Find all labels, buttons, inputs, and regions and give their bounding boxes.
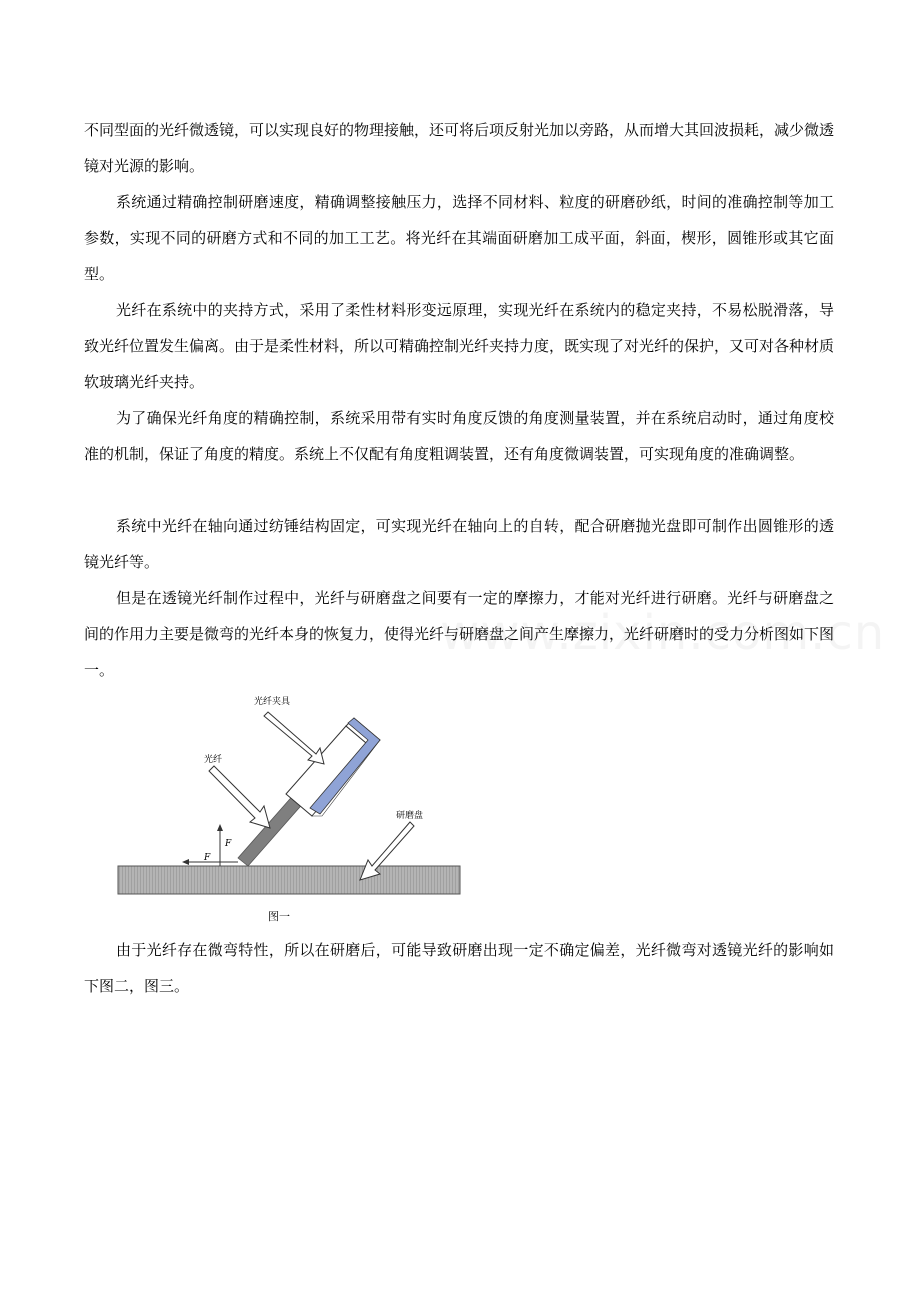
label-fixture: 光纤夹具 [254, 697, 291, 707]
fiber-fixture [286, 718, 380, 816]
force-analysis-figure [110, 690, 470, 930]
paragraph-7: 由于光纤存在微弯特性，所以在研磨后，可能导致研磨出现一定不确定偏差，光纤微弯对透镜光纤的影响如下图二，图三。 [84, 941, 834, 995]
label-force-horizontal: F [204, 853, 211, 863]
fiber-arrow [209, 766, 270, 828]
paragraph-2: 系统通过精确控制研磨速度，精确调整接触压力，选择不同材料、粒度的研磨砂纸，时间的准确控制等加工参数，实现不同的研磨方式和不同的加工工艺。将光纤在其端面研磨加工成平面，斜面，楔形，圆锥形或其它面型。 [84, 193, 834, 283]
paragraph-4: 为了确保光纤角度的精确控制，系统采用带有实时角度反馈的角度测量装置，并在系统启动时，通过角度校准的机制，保证了角度的精度。系统上不仅配有角度粗调装置，还有角度微调装置，可实现角度的准确调整。 [84, 409, 834, 463]
paragraph-6: 但是在透镜光纤制作过程中，光纤与研磨盘之间要有一定的摩擦力，才能对光纤进行研磨。光纤与研磨盘之间的作用力主要是微弯的光纤本身的恢复力，使得光纤与研磨盘之间产生摩擦力，光纤研磨时的受力分析图如下图一。 [84, 589, 835, 679]
paragraph-5: 系统中光纤在轴向通过纺锤结构固定，可实现光纤在轴向上的自转，配合研磨抛光盘即可制作出圆锥形的透镜光纤等。 [84, 517, 834, 571]
label-force-vertical: F [225, 839, 232, 849]
label-fiber: 光纤 [204, 755, 223, 765]
label-disc: 研磨盘 [396, 811, 424, 821]
paragraph-3: 光纤在系统中的夹持方式，采用了柔性材料形变远原理，实现光纤在系统内的稳定夹持，不易松脱滑落，导致光纤位置发生偏离。由于是柔性材料，所以可精确控制光纤夹持力度，既实现了对光纤的保护，又可对各种材质软玻璃光纤夹持。 [84, 301, 835, 391]
force-vector-vertical [217, 824, 223, 866]
grinding-disc [118, 866, 460, 894]
figure-caption: 图一 [268, 910, 290, 923]
fixture-arrow [264, 712, 324, 764]
paragraph-1: 不同型面的光纤微透镜，可以实现良好的物理接触，还可将后项反射光加以旁路，从而增大其回波损耗，减少微透镜对光源的影响。 [84, 121, 835, 175]
